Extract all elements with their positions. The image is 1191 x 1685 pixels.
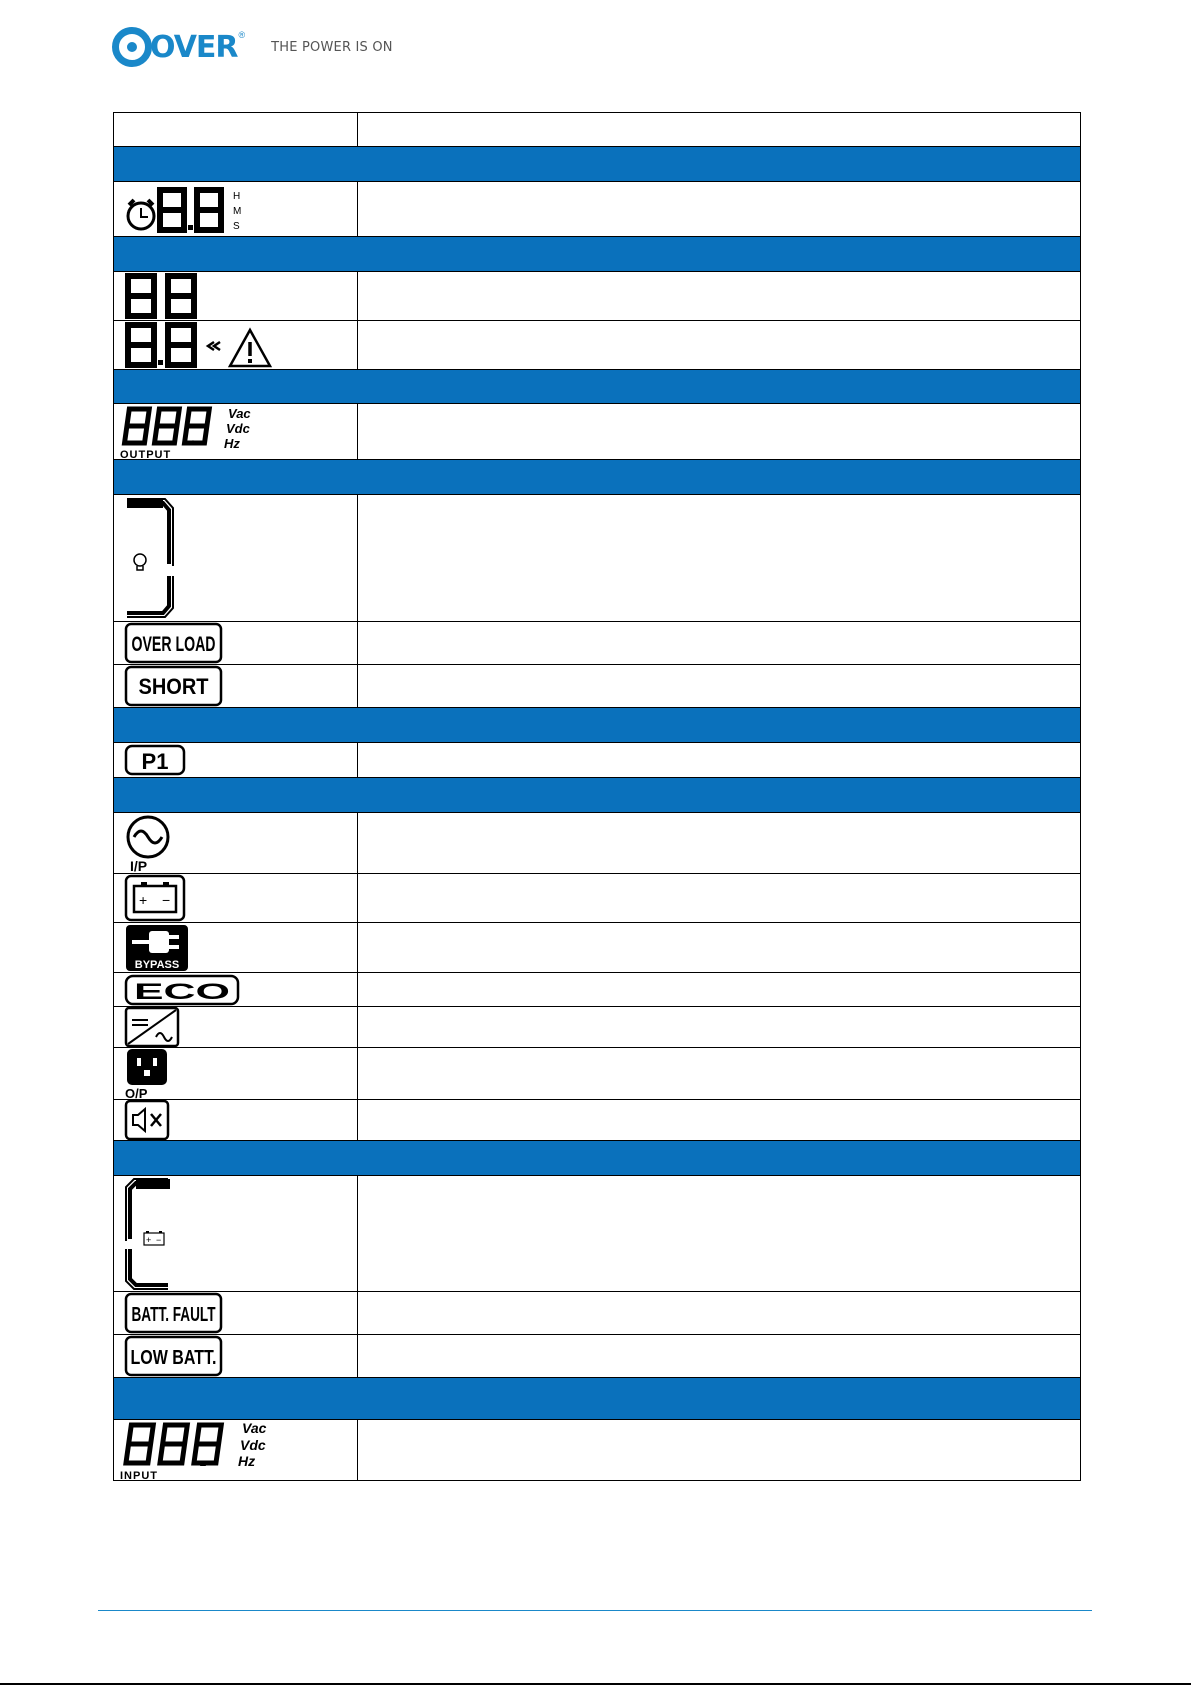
logo-text: OVER bbox=[150, 29, 238, 65]
svg-text:−: − bbox=[156, 1234, 162, 1245]
output-socket-icon bbox=[124, 1049, 176, 1099]
input-unit-vac: Vac bbox=[242, 1420, 267, 1436]
mute-icon bbox=[124, 1100, 170, 1140]
table-row bbox=[114, 1007, 1081, 1048]
load-level-bar-icon bbox=[125, 496, 185, 620]
input-unit-vdc: Vdc bbox=[240, 1437, 266, 1453]
fault-code-digits-icon bbox=[124, 273, 204, 319]
table-row bbox=[114, 404, 1081, 460]
section-band-mode bbox=[114, 778, 1081, 813]
header-cell-description bbox=[358, 113, 1081, 147]
eco-label: ECO bbox=[134, 978, 230, 1004]
ac-input-icon bbox=[124, 813, 184, 873]
bypass-mode-icon bbox=[124, 924, 190, 972]
table-row bbox=[114, 622, 1081, 665]
warning-triangle-icon bbox=[230, 330, 270, 366]
timer-unit-h: H bbox=[233, 191, 241, 202]
input-mode-label: I/P bbox=[130, 858, 148, 874]
section-band-fault-warning bbox=[114, 237, 1081, 272]
svg-text:+: + bbox=[139, 892, 148, 908]
table-row bbox=[114, 272, 1081, 321]
brand-logo bbox=[112, 22, 245, 72]
battery-level-bar-icon bbox=[124, 1177, 184, 1291]
table-row bbox=[114, 321, 1081, 370]
page-header bbox=[112, 22, 393, 72]
section-band-backup-time bbox=[114, 147, 1081, 182]
table-row bbox=[114, 1335, 1081, 1378]
section-band-parallel bbox=[114, 708, 1081, 743]
logo-ring-icon bbox=[112, 27, 152, 67]
low-battery-indicator-icon bbox=[124, 1335, 224, 1377]
short-label: SHORT bbox=[138, 674, 210, 699]
table-row bbox=[114, 743, 1081, 778]
timer-unit-s: S bbox=[233, 221, 240, 232]
logo-registered-mark: ® bbox=[238, 30, 246, 40]
table-row bbox=[114, 665, 1081, 708]
eco-mode-icon bbox=[124, 974, 242, 1006]
table-row bbox=[114, 1420, 1081, 1481]
overload-indicator-icon bbox=[124, 622, 224, 664]
overload-label: OVER LOAD bbox=[131, 633, 216, 656]
section-band-load bbox=[114, 460, 1081, 495]
small-battery-icon bbox=[144, 1231, 164, 1245]
svg-text:+: + bbox=[146, 1234, 152, 1245]
table-row bbox=[114, 874, 1081, 923]
tagline: THE POWER IS ON bbox=[271, 39, 393, 55]
low-batt-label: LOW BATT. bbox=[130, 1347, 217, 1369]
input-readout-icon bbox=[118, 1420, 288, 1480]
section-band-input bbox=[114, 1378, 1081, 1420]
section-band-output bbox=[114, 370, 1081, 404]
output-unit-hz: Hz bbox=[224, 436, 240, 451]
input-label: INPUT bbox=[120, 1470, 158, 1482]
output-unit-vdc: Vdc bbox=[226, 421, 250, 436]
table-row bbox=[114, 973, 1081, 1007]
svg-text:−: − bbox=[162, 892, 171, 908]
bypass-label: BYPASS bbox=[134, 958, 180, 971]
table-row bbox=[114, 1176, 1081, 1292]
timer-unit-m: M bbox=[233, 206, 242, 217]
table-row bbox=[114, 1048, 1081, 1100]
lightbulb-icon bbox=[134, 554, 146, 570]
table-row bbox=[114, 182, 1081, 237]
warning-code-digits-icon bbox=[124, 322, 274, 368]
table-header-row bbox=[114, 113, 1081, 147]
table-row bbox=[114, 1292, 1081, 1335]
short-circuit-indicator-icon bbox=[124, 665, 224, 707]
section-band-battery bbox=[114, 1141, 1081, 1176]
backup-timer-icon bbox=[124, 183, 244, 235]
output-readout-icon bbox=[118, 404, 278, 459]
table-row bbox=[114, 495, 1081, 622]
output-socket-label: O/P bbox=[125, 1085, 148, 1101]
parallel-p1-icon bbox=[124, 744, 188, 776]
battery-mode-icon bbox=[124, 874, 188, 922]
p1-label: P1 bbox=[141, 749, 169, 774]
lcd-display-table bbox=[113, 112, 1081, 1481]
table-row bbox=[114, 813, 1081, 874]
input-unit-hz: Hz bbox=[238, 1453, 256, 1469]
footer-divider bbox=[98, 1610, 1092, 1611]
batt-fault-label: BATT. FAULT bbox=[131, 1304, 216, 1326]
header-cell-icon bbox=[114, 113, 358, 147]
table-row bbox=[114, 923, 1081, 973]
battery-fault-indicator-icon bbox=[124, 1292, 224, 1334]
output-unit-vac: Vac bbox=[228, 406, 251, 421]
table-row bbox=[114, 1100, 1081, 1141]
inverter-icon bbox=[124, 1007, 182, 1047]
output-label: OUTPUT bbox=[120, 449, 172, 461]
